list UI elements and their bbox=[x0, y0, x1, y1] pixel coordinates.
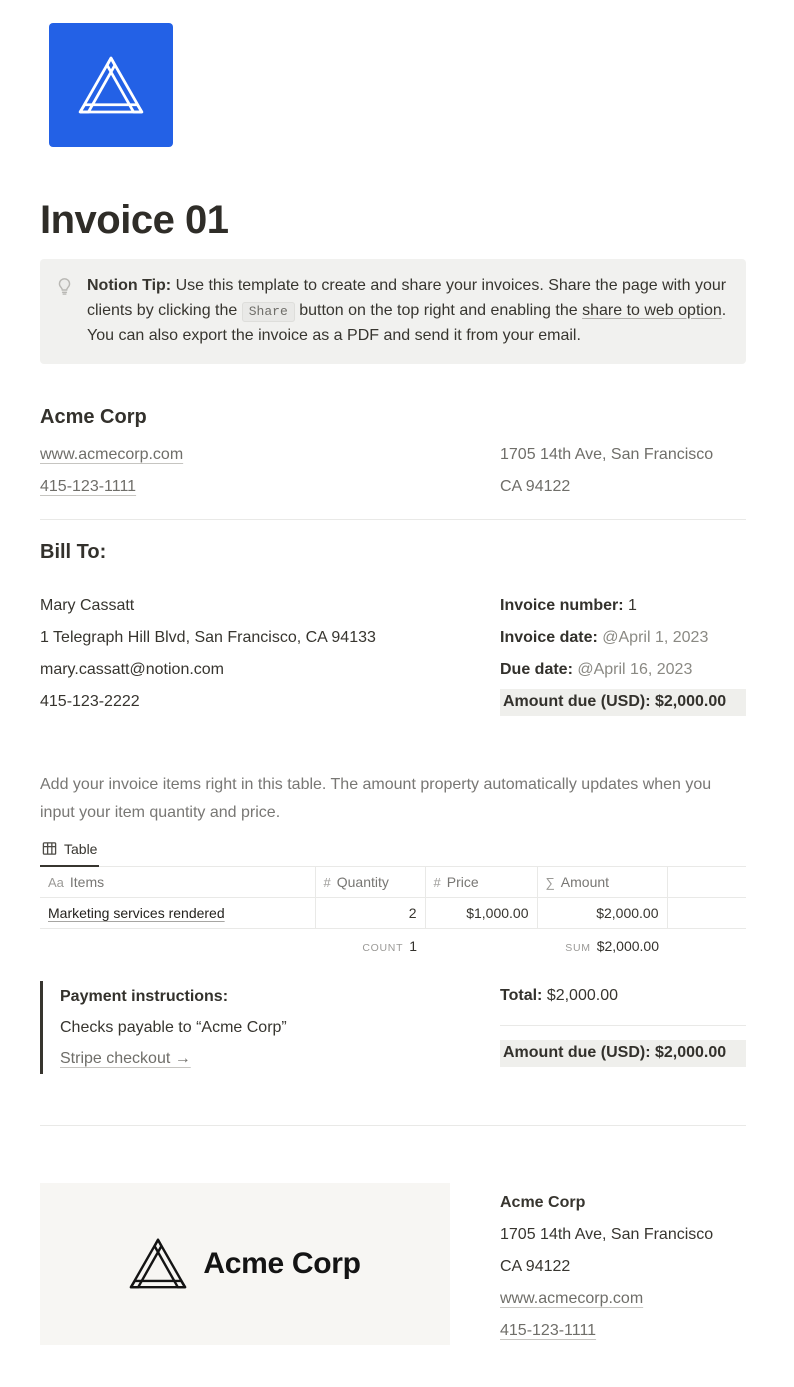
table-row bbox=[40, 897, 746, 928]
count-label: COUNT bbox=[362, 941, 404, 954]
page-icon-tile[interactable] bbox=[49, 23, 173, 147]
company-website-link[interactable]: www.acmecorp.com bbox=[40, 445, 184, 463]
sum-value: $2,000.00 bbox=[596, 937, 659, 954]
cell-items[interactable] bbox=[40, 897, 315, 928]
amount-due-highlight: Amount due (USD): $2,000.00 bbox=[500, 689, 746, 716]
column-label-items: Items bbox=[69, 873, 105, 890]
item-page-link[interactable]: Marketing services rendered bbox=[48, 904, 225, 921]
client-phone: 415-123-2222 bbox=[40, 692, 140, 710]
column-label-quantity: Quantity bbox=[336, 873, 389, 890]
payment-instructions-quote bbox=[40, 981, 500, 1074]
footer-info-column bbox=[500, 1183, 746, 1347]
cell-empty[interactable] bbox=[667, 897, 746, 928]
company-phone-link[interactable]: 415-123-1111 bbox=[40, 477, 137, 495]
company-info-columns bbox=[40, 439, 746, 503]
footer-logo-image bbox=[40, 1183, 450, 1345]
due-date-label: Due date: bbox=[500, 660, 573, 678]
invoice-items-table bbox=[40, 867, 746, 961]
share-code-chip: Share bbox=[242, 302, 295, 322]
calc-empty bbox=[425, 928, 537, 961]
callout-text-3: . You can also export the invoice as a PDF and send it from your email. bbox=[87, 301, 727, 344]
totals-column bbox=[500, 981, 746, 1074]
footer-columns bbox=[40, 1183, 746, 1347]
number-property-icon: # bbox=[433, 874, 441, 890]
column-header-items[interactable] bbox=[40, 867, 315, 898]
column-label-price: Price bbox=[446, 873, 479, 890]
cell-price[interactable]: $1,000.00 bbox=[425, 897, 537, 928]
items-description: Add your invoice items right in this table. The amount property automatically updates when you input your item quantity and price. bbox=[40, 775, 712, 821]
company-contact-column bbox=[40, 439, 500, 503]
page-title[interactable]: Invoice 01 bbox=[40, 198, 229, 242]
penrose-triangle-icon bbox=[129, 1237, 187, 1290]
text-property-icon: Aa bbox=[48, 874, 64, 890]
footer-logo-text: Acme Corp bbox=[203, 1246, 361, 1280]
invoice-date-value[interactable]: @April 1, 2023 bbox=[602, 628, 709, 646]
invoice-details-column bbox=[500, 590, 746, 718]
payment-instructions-line: Checks payable to “Acme Corp” bbox=[60, 1018, 287, 1036]
footer-website-link[interactable]: www.acmecorp.com bbox=[500, 1289, 644, 1307]
column-label-amount: Amount bbox=[560, 873, 610, 890]
column-header-empty[interactable] bbox=[667, 867, 746, 898]
payment-instructions-label: Payment instructions: bbox=[60, 987, 229, 1005]
invoice-date-row bbox=[500, 622, 746, 654]
cell-amount[interactable]: $2,000.00 bbox=[537, 897, 667, 928]
count-value: 1 bbox=[409, 937, 417, 954]
divider bbox=[500, 1025, 746, 1026]
callout-text bbox=[87, 274, 730, 349]
number-property-icon: # bbox=[323, 874, 331, 890]
due-date-value[interactable]: @April 16, 2023 bbox=[577, 660, 693, 678]
company-phone-row bbox=[40, 471, 500, 503]
penrose-triangle-icon bbox=[78, 55, 144, 115]
stripe-checkout-row bbox=[60, 1043, 500, 1074]
column-header-price[interactable] bbox=[425, 867, 537, 898]
table-calculation-row bbox=[40, 928, 746, 961]
divider bbox=[40, 1125, 746, 1126]
footer-phone-link[interactable]: 415-123-1111 bbox=[500, 1321, 597, 1339]
invoice-number-value: 1 bbox=[628, 596, 637, 614]
total-row bbox=[500, 981, 746, 1008]
invoice-number-row bbox=[500, 590, 746, 622]
callout-text-1: Use this template to create and share your invoices. Share the page with your clients by clicking the bbox=[87, 277, 727, 319]
sum-label: SUM bbox=[565, 941, 591, 954]
invoice-date-label: Invoice date: bbox=[500, 628, 598, 646]
client-name: Mary Cassatt bbox=[40, 596, 135, 614]
bill-to-heading: Bill To: bbox=[40, 540, 107, 563]
client-address: 1 Telegraph Hill Blvd, San Francisco, CA 94133 bbox=[40, 628, 376, 646]
company-address-column bbox=[500, 439, 746, 503]
stripe-checkout-link[interactable]: Stripe checkout → bbox=[60, 1049, 191, 1067]
footer-logo-column bbox=[40, 1183, 500, 1347]
table-icon bbox=[42, 841, 57, 856]
table-header-row bbox=[40, 867, 746, 898]
lightbulb-icon bbox=[54, 276, 75, 302]
divider bbox=[40, 519, 746, 520]
company-address-line1: 1705 14th Ave, San Francisco bbox=[500, 445, 714, 463]
footer-address-line2: CA 94122 bbox=[500, 1257, 571, 1275]
callout-bold-label: Notion Tip: bbox=[87, 277, 172, 294]
formula-property-icon: ∑ bbox=[545, 874, 555, 890]
company-name-heading: Acme Corp bbox=[40, 405, 147, 428]
due-date-row bbox=[500, 654, 746, 686]
invoice-number-label: Invoice number: bbox=[500, 596, 624, 614]
calc-empty bbox=[667, 928, 746, 961]
footer-company-name: Acme Corp bbox=[500, 1193, 586, 1211]
tab-table-view[interactable] bbox=[40, 837, 99, 867]
cell-quantity[interactable]: 2 bbox=[315, 897, 425, 928]
client-email: mary.cassatt@notion.com bbox=[40, 660, 225, 678]
database-tab-bar bbox=[40, 837, 746, 867]
sum-calculation[interactable] bbox=[537, 928, 667, 961]
count-calculation[interactable] bbox=[315, 928, 425, 961]
footer-website-row bbox=[500, 1283, 746, 1315]
tab-table-label: Table bbox=[64, 840, 98, 857]
notion-tip-callout bbox=[40, 259, 746, 364]
column-header-amount[interactable] bbox=[537, 867, 667, 898]
company-address-line2: CA 94122 bbox=[500, 477, 571, 495]
column-header-quantity[interactable] bbox=[315, 867, 425, 898]
billing-columns bbox=[40, 590, 746, 718]
calc-empty bbox=[40, 928, 315, 961]
amount-due-highlight-bottom: Amount due (USD): $2,000.00 bbox=[500, 1040, 746, 1067]
company-website-row bbox=[40, 439, 500, 471]
payment-columns bbox=[40, 981, 746, 1074]
bill-to-column bbox=[40, 590, 500, 718]
share-to-web-link[interactable]: share to web option bbox=[582, 301, 722, 319]
footer-address-line1: 1705 14th Ave, San Francisco bbox=[500, 1225, 714, 1243]
total-value: $2,000.00 bbox=[546, 986, 618, 1004]
total-label: Total: bbox=[500, 986, 543, 1004]
footer-phone-row bbox=[500, 1315, 746, 1347]
callout-text-2: button on the top right and enabling the bbox=[294, 301, 583, 319]
